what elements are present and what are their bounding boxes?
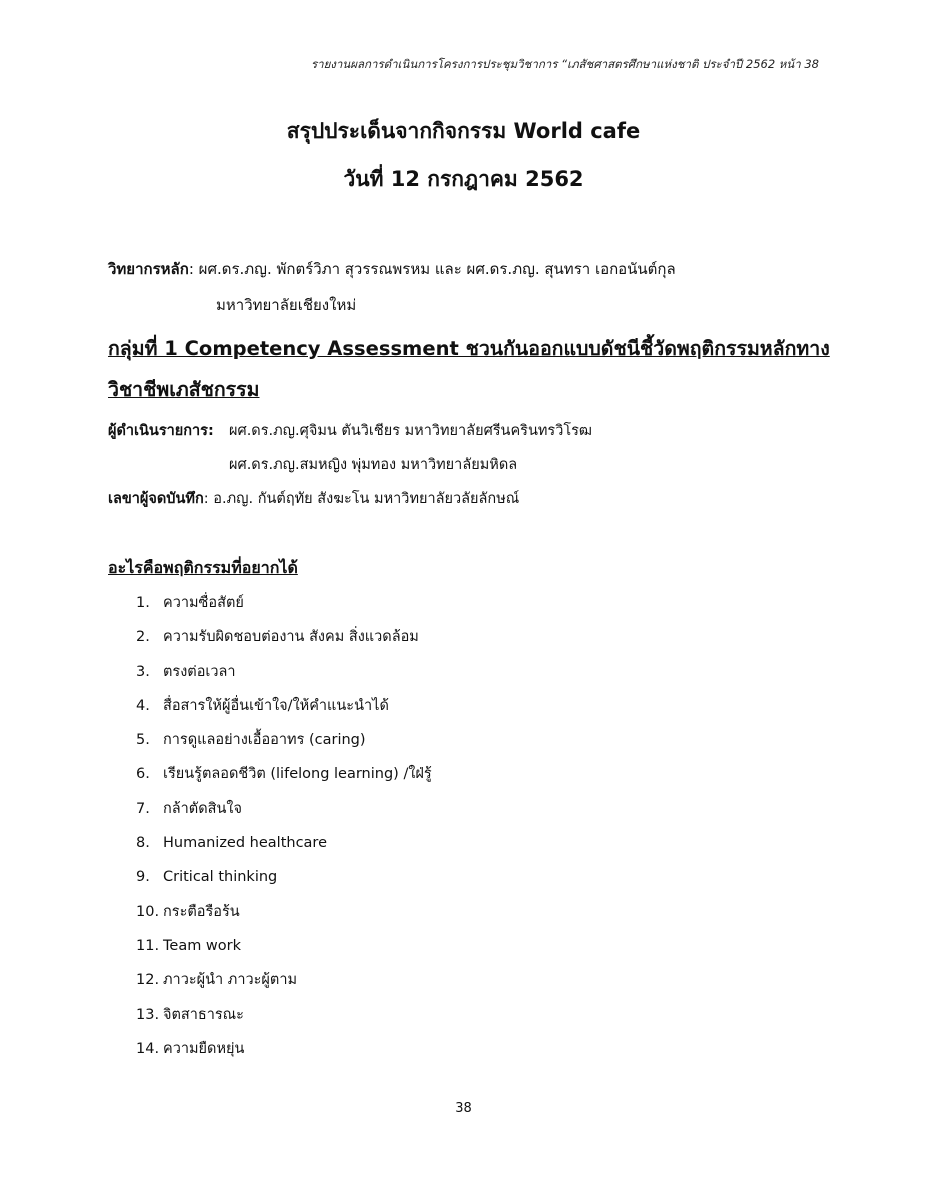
list-item: 12. ภาวะผู้นำ ภาวะผู้ตาม bbox=[136, 972, 298, 989]
running-header: รายงานผลการดำเนินการโครงการประชุมวิชาการ “เภสัชศาสตรศึกษาแห่งชาติ ประจำปี 2562 หน้า 38 bbox=[310, 57, 819, 71]
list-item: 11. Team work bbox=[136, 937, 242, 954]
list-item: 9. Critical thinking bbox=[136, 869, 278, 886]
secretary-line bbox=[108, 487, 519, 510]
page-title: สรุปประเด็นจากกิจกรรม World cafe bbox=[286, 119, 641, 143]
section-heading: อะไรคือพฤติกรรมที่อยากได้ bbox=[108, 558, 298, 577]
speakers-line bbox=[108, 257, 676, 281]
list-item: 10. กระตือรือร้น bbox=[136, 903, 240, 920]
list-item: 5. การดูแลอย่างเอื้ออาทร (caring) bbox=[136, 732, 366, 749]
list-item: 6. เรียนรู้ตลอดชีวิต (lifelong learning) /ใฝ่รู้ bbox=[136, 766, 432, 783]
speakers-affiliation: มหาวิทยาลัยเชียงใหม่ bbox=[216, 296, 357, 314]
list-item: 1. ความซื่อสัตย์ bbox=[136, 595, 244, 611]
list-item: 3. ตรงต่อเวลา bbox=[136, 663, 236, 680]
secretary-value: : อ.ภญ. กันต์ฤทัย สังฆะโน มหาวิทยาลัยวลัยลักษณ์ bbox=[203, 491, 520, 507]
page-number: 38 bbox=[455, 1101, 472, 1116]
speakers-value: : ผศ.ดร.ภญ. พักตร์วิภา สุวรรณพรหม และ ผศ.ดร.ภญ. สุนทรา เอกอนันต์กุล bbox=[188, 260, 676, 278]
moderator-2: ผศ.ดร.ภญ.สมหญิง พุ่มทอง มหาวิทยาลัยมหิดล bbox=[229, 457, 518, 473]
list-item: 2. ความรับผิดชอบต่องาน สังคม สิ่งแวดล้อม bbox=[136, 629, 419, 646]
secretary-label: เลขาผู้จดบันทึก bbox=[108, 491, 204, 507]
speakers-label: วิทยากรหลัก bbox=[108, 260, 189, 278]
list-item: 14. ความยืดหยุ่น bbox=[136, 1040, 245, 1057]
behavior-list bbox=[136, 592, 432, 1072]
page-subtitle-date: วันที่ 12 กรกฎาคม 2562 bbox=[343, 167, 584, 191]
list-item: 4. สื่อสารให้ผู้อื่นเข้าใจ/ให้คำแนะนำได้ bbox=[136, 697, 389, 714]
moderators-line bbox=[108, 419, 214, 442]
group-title-line1: กลุ่มที่ 1 Competency Assessment ชวนกันออกแบบดัชนีชี้วัดพฤติกรรมหลักทาง bbox=[108, 337, 830, 360]
group-title-line2: วิชาชีพเภสัชกรรม bbox=[108, 378, 260, 401]
list-item: 13. จิตสาธารณะ bbox=[136, 1006, 244, 1023]
moderator-1: ผศ.ดร.ภญ.ศุจิมน ตันวิเชียร มหาวิทยาลัยศรีนครินทรวิโรฒ bbox=[229, 423, 593, 439]
list-item: 7. กล้าตัดสินใจ bbox=[136, 800, 242, 817]
moderators-label: ผู้ดำเนินรายการ: bbox=[108, 423, 214, 439]
list-item: 8. Humanized healthcare bbox=[136, 835, 327, 852]
